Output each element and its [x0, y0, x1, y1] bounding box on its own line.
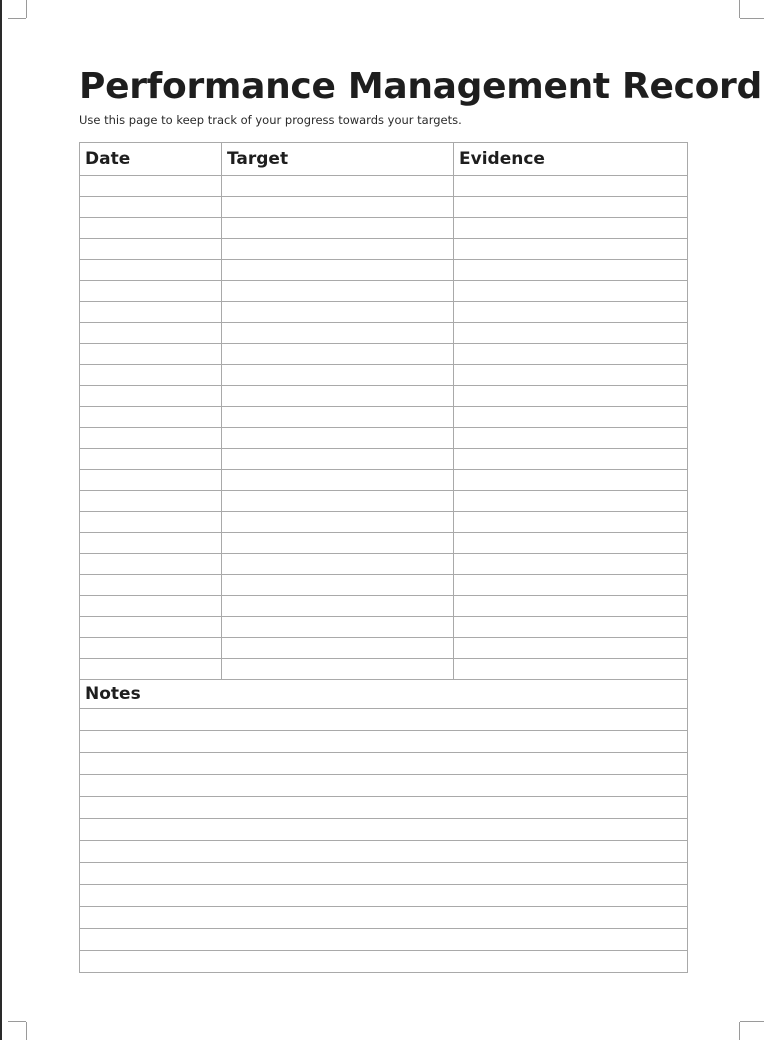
notes-line: [80, 885, 688, 907]
table-row: [80, 617, 688, 638]
crop-mark-top-right-h: [740, 18, 764, 19]
date-cell[interactable]: [80, 302, 222, 323]
notes-header-row: [80, 680, 688, 709]
page-title: Performance Management Record: [79, 66, 762, 107]
date-cell[interactable]: [80, 407, 222, 428]
target-cell[interactable]: [222, 638, 454, 659]
notes-line-cell[interactable]: [80, 797, 688, 819]
notes-line: [80, 929, 688, 951]
notes-line-cell[interactable]: [80, 731, 688, 753]
target-cell[interactable]: [222, 449, 454, 470]
target-cell[interactable]: [222, 596, 454, 617]
table-row: [80, 239, 688, 260]
crop-mark-bottom-left: [26, 1022, 27, 1040]
date-cell[interactable]: [80, 218, 222, 239]
target-cell[interactable]: [222, 323, 454, 344]
target-cell[interactable]: [222, 239, 454, 260]
notes-line: [80, 709, 688, 731]
evidence-cell[interactable]: [454, 239, 688, 260]
table-row: [80, 365, 688, 386]
crop-mark-bottom-right-h: [740, 1021, 764, 1022]
crop-mark-top-left-h: [8, 18, 26, 19]
notes-line: [80, 841, 688, 863]
target-cell[interactable]: [222, 491, 454, 512]
target-cell[interactable]: [222, 197, 454, 218]
target-cell[interactable]: [222, 659, 454, 680]
date-cell[interactable]: [80, 449, 222, 470]
table-row: [80, 512, 688, 533]
table-row: [80, 575, 688, 596]
evidence-cell[interactable]: [454, 575, 688, 596]
evidence-cell[interactable]: [454, 470, 688, 491]
evidence-cell[interactable]: [454, 533, 688, 554]
table-row: [80, 428, 688, 449]
table-row: [80, 386, 688, 407]
date-cell[interactable]: [80, 428, 222, 449]
target-cell[interactable]: [222, 260, 454, 281]
evidence-cell[interactable]: [454, 638, 688, 659]
evidence-cell[interactable]: [454, 176, 688, 197]
table-row: [80, 638, 688, 659]
date-cell[interactable]: [80, 386, 222, 407]
evidence-cell[interactable]: [454, 617, 688, 638]
notes-line-cell[interactable]: [80, 907, 688, 929]
table-row: [80, 596, 688, 617]
table-row: [80, 302, 688, 323]
notes-line-cell[interactable]: [80, 863, 688, 885]
notes-line: [80, 951, 688, 973]
date-cell[interactable]: [80, 344, 222, 365]
notes-line-cell[interactable]: [80, 709, 688, 731]
evidence-cell[interactable]: [454, 260, 688, 281]
target-cell[interactable]: [222, 533, 454, 554]
table-row: [80, 533, 688, 554]
date-cell[interactable]: [80, 239, 222, 260]
table-row: [80, 659, 688, 680]
evidence-cell[interactable]: [454, 449, 688, 470]
target-cell[interactable]: [222, 218, 454, 239]
target-cell[interactable]: [222, 365, 454, 386]
evidence-cell[interactable]: [454, 386, 688, 407]
notes-line-cell[interactable]: [80, 841, 688, 863]
target-cell[interactable]: [222, 407, 454, 428]
notes-line: [80, 797, 688, 819]
target-cell[interactable]: [222, 512, 454, 533]
date-cell[interactable]: [80, 512, 222, 533]
table-row: [80, 344, 688, 365]
evidence-cell[interactable]: [454, 554, 688, 575]
target-cell[interactable]: [222, 281, 454, 302]
evidence-cell[interactable]: [454, 512, 688, 533]
evidence-cell[interactable]: [454, 302, 688, 323]
notes-line: [80, 731, 688, 753]
table-row: [80, 554, 688, 575]
crop-mark-bottom-right: [739, 1022, 740, 1040]
target-cell[interactable]: [222, 554, 454, 575]
target-cell[interactable]: [222, 428, 454, 449]
notes-line-cell[interactable]: [80, 929, 688, 951]
table-row: [80, 323, 688, 344]
target-cell[interactable]: [222, 470, 454, 491]
target-cell[interactable]: [222, 617, 454, 638]
table-row: [80, 176, 688, 197]
evidence-cell[interactable]: [454, 281, 688, 302]
notes-label: Notes: [80, 680, 688, 709]
date-cell[interactable]: [80, 659, 222, 680]
notes-line-cell[interactable]: [80, 819, 688, 841]
date-cell[interactable]: [80, 617, 222, 638]
date-cell[interactable]: [80, 197, 222, 218]
evidence-cell[interactable]: [454, 428, 688, 449]
evidence-cell[interactable]: [454, 197, 688, 218]
record-rows: [80, 176, 688, 680]
table-header-row: [80, 143, 688, 176]
table-row: [80, 491, 688, 512]
notes-line: [80, 775, 688, 797]
notes-line-cell[interactable]: [80, 775, 688, 797]
notes-line-cell[interactable]: [80, 753, 688, 775]
page-subtitle: Use this page to keep track of your progress towards your targets.: [79, 113, 462, 127]
date-cell[interactable]: [80, 470, 222, 491]
date-cell[interactable]: [80, 491, 222, 512]
page-edge-rule: [0, 0, 2, 1040]
table-row: [80, 218, 688, 239]
evidence-cell[interactable]: [454, 596, 688, 617]
target-cell[interactable]: [222, 386, 454, 407]
notes-section: [80, 680, 688, 973]
table-row: [80, 407, 688, 428]
crop-mark-bottom-left-h: [8, 1021, 26, 1022]
evidence-cell[interactable]: [454, 491, 688, 512]
crop-mark-top-right: [739, 0, 740, 18]
evidence-cell[interactable]: [454, 407, 688, 428]
crop-mark-top-left: [26, 0, 27, 18]
table-row: [80, 260, 688, 281]
notes-line-cell[interactable]: [80, 951, 688, 973]
evidence-cell[interactable]: [454, 659, 688, 680]
evidence-cell[interactable]: [454, 344, 688, 365]
target-cell[interactable]: [222, 302, 454, 323]
evidence-cell[interactable]: [454, 365, 688, 386]
target-cell[interactable]: [222, 176, 454, 197]
date-cell[interactable]: [80, 575, 222, 596]
evidence-cell[interactable]: [454, 323, 688, 344]
notes-line-cell[interactable]: [80, 885, 688, 907]
date-cell[interactable]: [80, 533, 222, 554]
header-date: Date: [80, 143, 222, 176]
table-row: [80, 281, 688, 302]
notes-line: [80, 863, 688, 885]
date-cell[interactable]: [80, 323, 222, 344]
target-cell[interactable]: [222, 344, 454, 365]
table-row: [80, 470, 688, 491]
header-evidence: Evidence: [454, 143, 688, 176]
date-cell[interactable]: [80, 281, 222, 302]
table-row: [80, 449, 688, 470]
table-row: [80, 197, 688, 218]
target-cell[interactable]: [222, 575, 454, 596]
notes-line: [80, 819, 688, 841]
date-cell[interactable]: [80, 260, 222, 281]
date-cell[interactable]: [80, 176, 222, 197]
notes-line: [80, 907, 688, 929]
date-cell[interactable]: [80, 596, 222, 617]
date-cell[interactable]: [80, 365, 222, 386]
date-cell[interactable]: [80, 554, 222, 575]
evidence-cell[interactable]: [454, 218, 688, 239]
performance-record-table: [79, 142, 688, 973]
date-cell[interactable]: [80, 638, 222, 659]
notes-line: [80, 753, 688, 775]
header-target: Target: [222, 143, 454, 176]
